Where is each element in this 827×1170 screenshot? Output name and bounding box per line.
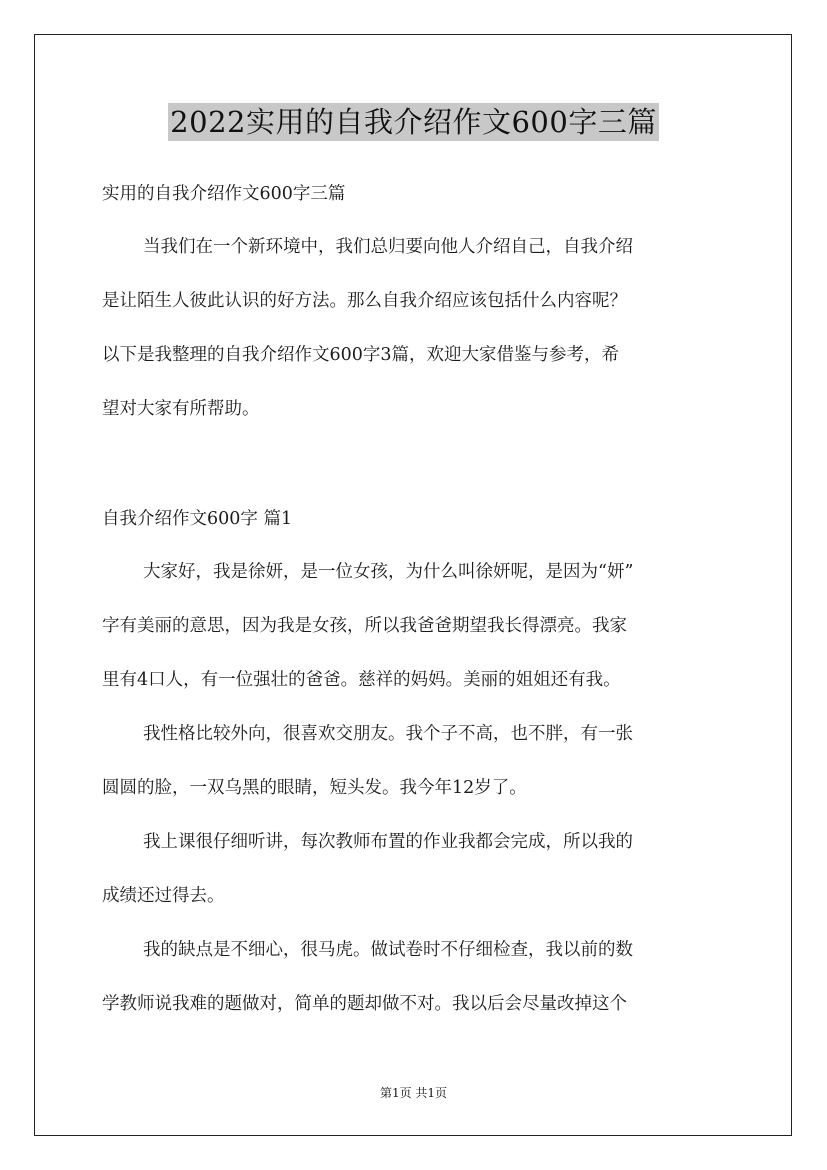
body-line: 圆圆的脸，一双乌黑的眼睛，短头发。我今年12岁了。: [102, 778, 527, 798]
intro-line: 以下是我整理的自我介绍作文600字3篇，欢迎大家借鉴与参考，希: [102, 345, 620, 365]
body-line: 学教师说我难的题做对，简单的题却做不对。我以后会尽量改掉这个: [102, 994, 627, 1014]
title-container: [0, 103, 827, 141]
body-line: 字有美丽的意思，因为我是女孩，所以我爸爸期望我长得漂亮。我家: [102, 616, 627, 636]
intro-line: 当我们在一个新环境中，我们总归要向他人介绍自己，自我介绍: [143, 237, 633, 257]
body-line: 成绩还过得去。: [102, 886, 225, 906]
page-footer: 第1页 共1页: [379, 1086, 448, 1100]
intro-line: 望对大家有所帮助。: [102, 399, 260, 419]
section-heading: 自我介绍作文600字 篇1: [102, 509, 293, 529]
subtitle: 实用的自我介绍作文600字三篇: [102, 184, 346, 204]
body-line: 我上课很仔细听讲，每次教师布置的作业我都会完成，所以我的: [143, 832, 633, 852]
body-line: 我性格比较外向，很喜欢交朋友。我个子不高，也不胖，有一张: [143, 724, 633, 744]
body-line: 里有4口人，有一位强壮的爸爸。慈祥的妈妈。美丽的姐姐还有我。: [102, 670, 621, 690]
intro-line: 是让陌生人彼此认识的好方法。那么自我介绍应该包括什么内容呢？: [102, 291, 627, 311]
document-title: 2022实用的自我介绍作文600字三篇: [170, 105, 657, 139]
body-line: 我的缺点是不细心，很马虎。做试卷时不仔细检查，我以前的数: [143, 940, 633, 960]
body-line: 大家好，我是徐妍，是一位女孩，为什么叫徐妍呢，是因为“妍”: [143, 562, 634, 582]
